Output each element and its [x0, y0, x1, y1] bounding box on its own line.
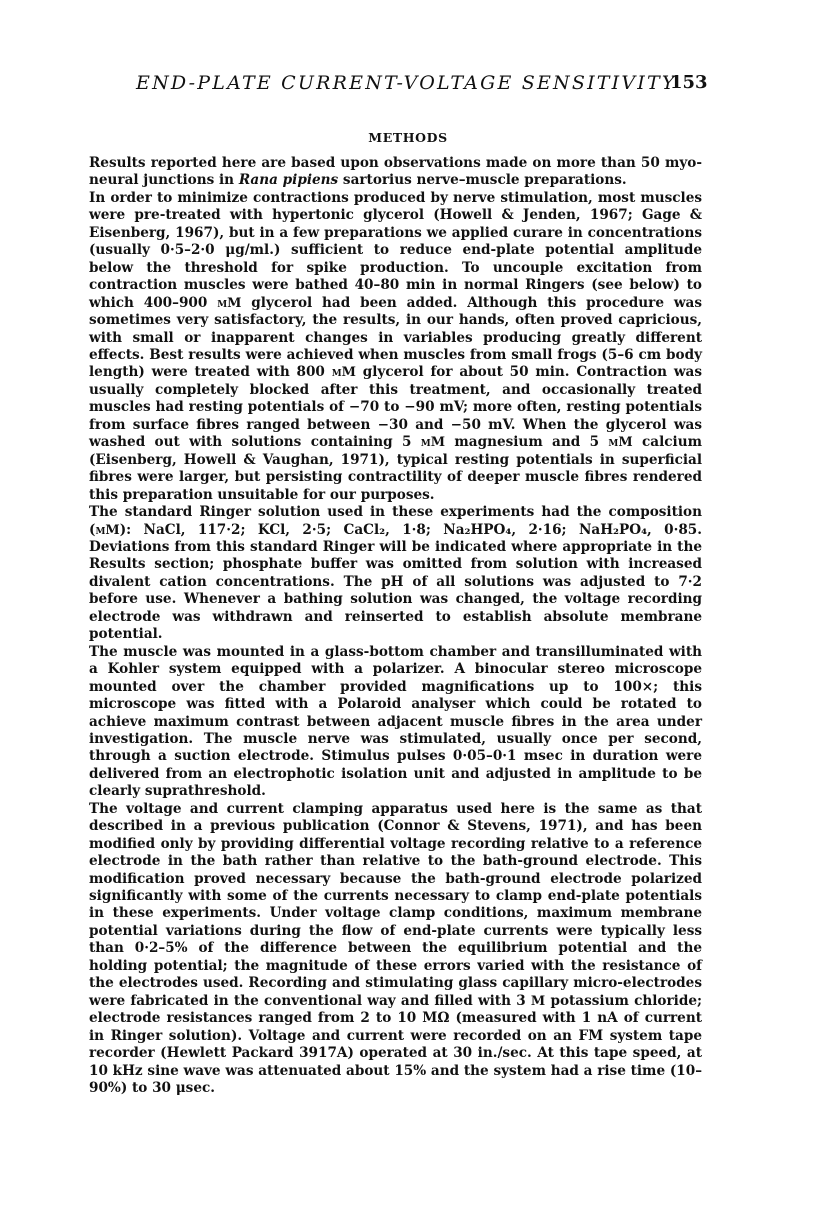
p4-text: The muscle was mounted in a glass-bottom chamber and transilluminated with a Kohler system equipped with a polarizer. A binocular stereo microscope mounted over the chamber provided magnifications up to 100×; this microscope was fitted with a Polaroid analyser which could be rotated to achieve maximum contrast between adjacent muscle fibres in the area under investigation. The muscle nerve was stimulated, usually once per second, through a suction electrode. Stimulus pulses 0·05–0·1 msec in duration were delivered from an electrophotic isolation unit and adjusted in amplitude to be clearly suprathreshold. [89, 643, 702, 800]
p1-species: Rana pipiens [238, 172, 339, 189]
paragraph-3 [89, 504, 702, 644]
p2-unit-1: mM [217, 295, 242, 311]
p5-unit: M [530, 993, 546, 1009]
p2-unit-3: mM [420, 435, 446, 451]
p3-text-a: The standard Ringer solution used in these experiments had the composition ( [89, 504, 702, 538]
running-title: END-PLATE CURRENT-VOLTAGE SENSITIVITY [136, 72, 677, 94]
p2-text-a: In order to minimize contractions produced by nerve stimulation, most muscles were pre-treated with hypertonic glycerol (Howell & Jenden, 1967; Gage & Eisenberg, 1967), but in a few preparations we applied curare in concentrations (usually 0·5–2·0 μg/ml.) sufficient to reduce end-plate potential amplitude below the threshold for spike production. To uncouple excitation from contraction muscles were bathed 40–80 min in normal Ringers (see below) to which 400–900 [89, 189, 702, 311]
p2-text-d: magnesium and 5 [445, 434, 609, 451]
p2-text-e: calcium (Eisenberg, Howell & Vaughan, 1971), typical resting potentials in superficial fibres were larger, but persisting contractility of deeper muscle fibres rendered this preparation unsuitable for our purposes. [89, 434, 702, 503]
paragraph-2 [89, 190, 702, 504]
p3-unit: mM [95, 522, 120, 538]
p3-text-b: ): NaCl, 117·2; KCl, 2·5; CaCl₂, 1·8; Na₂HPO₄, 2·16; NaH₂PO₄, 0·85. Deviations from this standard Ringer will be indicated where appropriate in the Results section; phosphate buffer was omitted from solution with increased divalent cation concentrations. The pH of all solutions was adjusted to 7·2 before use. Whenever a bathing solution was changed, the voltage recording electrode was withdrawn and reinserted to establish absolute membrane potential. [89, 521, 702, 643]
p2-unit-4: mM [608, 435, 633, 451]
page-number: 153 [670, 72, 708, 93]
p1-text-a: Results reported here are based upon observations made on more than 50 myo-neural junctions in [89, 155, 702, 189]
paragraph-5 [89, 801, 702, 1098]
paragraph-4 [89, 644, 702, 801]
body-text [89, 155, 702, 1097]
p5-text-b: potassium chloride; electrode resistances ranged from 2 to 10 MΩ (measured with 1 nA of current in Ringer solution). Voltage and current were recorded on an FM system tape recorder (Hewlett Packard 3917A) operated at 30 in./sec. At this tape speed, at 10 kHz sine wave was attenuated about 15% and the system had a rise time (10–90%) to 30 μsec. [89, 992, 702, 1097]
p2-unit-2: mM [331, 365, 356, 381]
section-heading: METHODS [368, 130, 448, 145]
p5-text-a: The voltage and current clamping apparatus used here is the same as that described in a previous publication (Connor & Stevens, 1971), and has been modified only by providing differential voltage recording relative to a reference electrode in the bath rather than relative to the bath-ground electrode. This modification proved necessary because the bath-ground electrode polarized significantly with some of the currents necessary to clamp end-plate potentials in these experiments. Under voltage clamp conditions, maximum membrane potential variations during the flow of end-plate currents were typically less than 0·2–5% of the difference between the equilibrium potential and the holding potential; the magnitude of these errors varied with the resistance of the electrodes used. Recording and stimulating glass capillary micro-electrodes were fabricated in the conventional way and filled with 3 [89, 800, 702, 1009]
p2-text-b: glycerol had been added. Although this procedure was sometimes very satisfactory, the results, in our hands, often proved capricious, with small or inapparent changes in variables producing greatly different effects. Best results were achieved when muscles from small frogs (5–6 cm body length) were treated with 800 [89, 294, 702, 381]
paragraph-1 [89, 155, 702, 190]
p2-text-c: glycerol for about 50 min. Contraction was usually completely blocked after this treatment, and occasionally treated muscles had resting potentials of −70 to −90 mV; more often, resting potentials from surface fibres ranged between −30 and −50 mV. When the glycerol was washed out with solutions containing 5 [89, 364, 702, 451]
p1-text-b: sartorius nerve–muscle preparations. [338, 172, 627, 189]
